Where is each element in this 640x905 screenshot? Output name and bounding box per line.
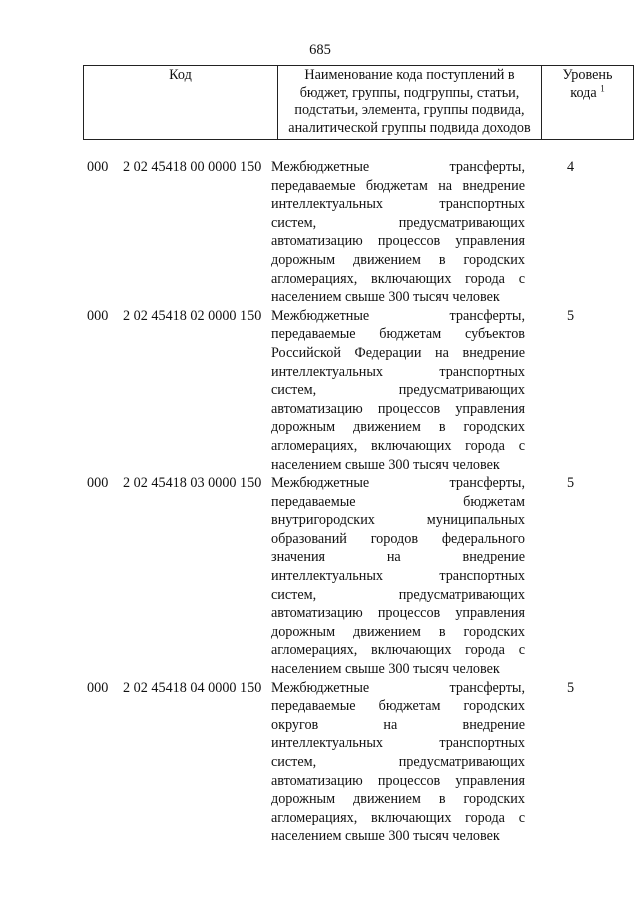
description-line: передаваемые бюджетам bbox=[271, 493, 525, 510]
header-name-line: аналитической группы подвида доходов bbox=[288, 119, 531, 136]
code-description bbox=[271, 158, 525, 307]
description-line: дорожным движением в городских bbox=[271, 251, 525, 268]
income-code: 2 02 45418 02 0000 150 bbox=[123, 307, 262, 324]
description-line: внутригородских муниципальных bbox=[271, 512, 525, 529]
description-line: Межбюджетные трансферты, bbox=[271, 307, 525, 324]
admin-code: 000 bbox=[87, 159, 109, 175]
description-line: автоматизацию процессов управления bbox=[271, 772, 525, 789]
description-line: передаваемые бюджетам городских bbox=[271, 698, 525, 715]
description-line: дорожным движением в городских bbox=[271, 791, 525, 808]
income-code: 2 02 45418 04 0000 150 bbox=[123, 679, 262, 696]
income-code: 2 02 45418 00 0000 150 bbox=[123, 159, 262, 175]
description-line: автоматизацию процессов управления bbox=[271, 233, 525, 250]
admin-code: 000 bbox=[87, 307, 109, 324]
description-line: агломерациях, включающих города с bbox=[271, 437, 525, 454]
description-line: интеллектуальных транспортных bbox=[271, 363, 525, 380]
code-level: 4 bbox=[566, 159, 575, 175]
header-name-line: подстатьи, элемента, группы подвида, bbox=[294, 102, 525, 118]
description-line: интеллектуальных транспортных bbox=[271, 568, 525, 585]
description-line: дорожным движением в городских bbox=[271, 623, 525, 640]
header-name-line: Наименование кода поступлений в bbox=[304, 67, 515, 83]
description-line: Межбюджетные трансферты, bbox=[271, 679, 525, 696]
code-level: 5 bbox=[566, 679, 575, 696]
table-row bbox=[83, 158, 612, 307]
page-number: 685 bbox=[309, 42, 331, 58]
description-line: автоматизацию процессов управления bbox=[271, 400, 525, 417]
header-row bbox=[84, 66, 634, 140]
description-line: Российской Федерации на внедрение bbox=[271, 344, 525, 361]
description-line: населением свыше 300 тысяч человек bbox=[271, 661, 500, 678]
description-line: населением свыше 300 тысяч человек bbox=[271, 289, 500, 306]
description-line: автоматизацию процессов управления bbox=[271, 605, 525, 622]
header-name bbox=[278, 66, 542, 140]
description-line: образований городов федерального bbox=[271, 530, 525, 547]
code-description bbox=[271, 679, 525, 846]
table-header bbox=[83, 65, 634, 140]
description-line: систем, предусматривающих bbox=[271, 214, 525, 231]
description-line: населением свыше 300 тысяч человек bbox=[271, 456, 500, 473]
description-line: агломерациях, включающих города с bbox=[271, 270, 525, 287]
description-line: интеллектуальных транспортных bbox=[271, 196, 525, 213]
description-line: Межбюджетные трансферты, bbox=[271, 475, 525, 492]
description-line: систем, предусматривающих bbox=[271, 754, 525, 770]
table-row bbox=[83, 679, 612, 846]
header-level bbox=[542, 66, 634, 140]
description-line: систем, предусматривающих bbox=[271, 382, 525, 399]
description-line: значения на внедрение bbox=[271, 549, 525, 566]
code-description bbox=[271, 307, 525, 474]
description-line: передаваемые бюджетам на внедрение bbox=[271, 177, 525, 194]
code-description bbox=[271, 474, 525, 679]
description-line: передаваемые бюджетам субъектов bbox=[271, 326, 525, 343]
code-level: 5 bbox=[566, 307, 575, 324]
description-line: агломерациях, включающих города с bbox=[271, 642, 525, 659]
table-row bbox=[83, 307, 612, 474]
description-line: дорожным движением в городских bbox=[271, 419, 525, 436]
header-level-word: кода bbox=[570, 84, 597, 101]
description-line: агломерациях, включающих города с bbox=[271, 809, 525, 826]
description-line: округов на внедрение bbox=[271, 716, 525, 733]
header-level-line bbox=[545, 82, 630, 103]
admin-code: 000 bbox=[87, 679, 109, 696]
description-line: Межбюджетные трансферты, bbox=[271, 159, 525, 175]
header-level-line: Уровень bbox=[562, 67, 613, 83]
income-code: 2 02 45418 03 0000 150 bbox=[123, 475, 262, 492]
header-code: Код bbox=[84, 66, 278, 140]
code-list bbox=[83, 158, 612, 846]
footnote-marker: 1 bbox=[600, 82, 605, 93]
code-level: 5 bbox=[566, 475, 575, 492]
description-line: интеллектуальных транспортных bbox=[271, 735, 525, 752]
admin-code: 000 bbox=[87, 475, 109, 492]
description-line: систем, предусматривающих bbox=[271, 586, 525, 603]
table-row bbox=[83, 474, 612, 679]
header-name-line: бюджет, группы, подгруппы, статьи, bbox=[299, 84, 520, 101]
description-line: населением свыше 300 тысяч человек bbox=[271, 828, 500, 845]
